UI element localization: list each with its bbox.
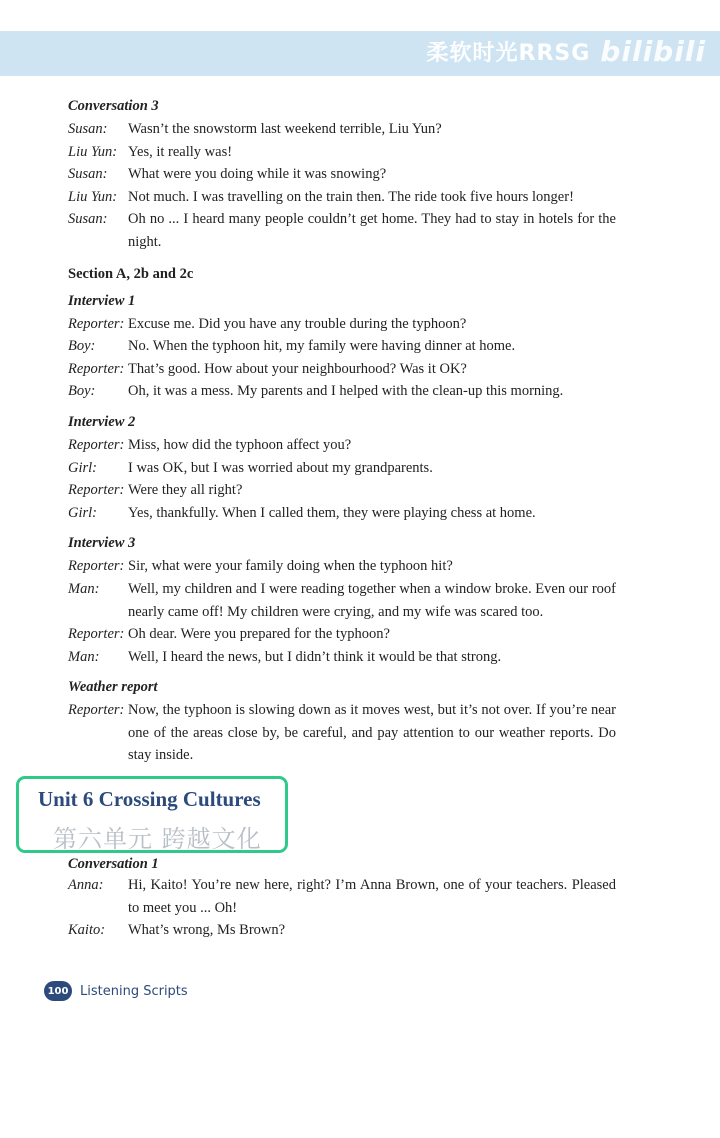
speech-text: Yes, it really was! xyxy=(128,143,233,160)
speech-text: What’s wrong, Ms Brown? xyxy=(128,922,286,939)
dialogue-line xyxy=(68,186,616,209)
speech-text: Oh, it was a mess. My parents and I helped with the clean-up this morning. xyxy=(128,383,564,400)
page-footer xyxy=(44,981,188,1001)
speaker-name: Susan: xyxy=(68,166,108,183)
page-number: 100 xyxy=(44,981,72,1001)
dialogue-line xyxy=(68,358,616,381)
unit-subtitle-cn: 第六单元 跨越文化 xyxy=(53,825,262,853)
block-title: Interview 2 xyxy=(68,413,136,430)
speech-text: That’s good. How about your neighbourhood? Was it OK? xyxy=(128,360,467,377)
speech-text: Were they all right? xyxy=(128,482,243,499)
speaker-name: Boy: xyxy=(68,338,96,355)
dialogue-line xyxy=(68,141,616,164)
speaker-name: Reporter: xyxy=(68,702,125,719)
section-heading: Section A, 2b and 2c xyxy=(68,265,194,282)
speech-text: Not much. I was travelling on the train then. The ride took five hours longer! xyxy=(128,188,574,205)
block-title: Interview 3 xyxy=(68,535,136,552)
speaker-name: Girl: xyxy=(68,459,97,476)
speech-text: Now, the typhoon is slowing down as it moves west, but it’s not over. If you’re near one of the areas close by, be careful, and pay attention to our weather reports. Do stay inside. xyxy=(128,702,616,764)
script-body xyxy=(68,95,616,767)
dialogue-line xyxy=(68,578,616,623)
speaker-name: Reporter: xyxy=(68,626,125,643)
speech-text: Wasn’t the snowstorm last weekend terrible, Liu Yun? xyxy=(128,121,442,137)
speaker-name: Susan: xyxy=(68,121,108,137)
block-title: Conversation 3 xyxy=(68,98,159,114)
bilibili-logo-icon: bilibili xyxy=(600,34,706,68)
speaker-name: Man: xyxy=(68,648,100,665)
dialogue-line xyxy=(68,919,616,942)
dialogue-line xyxy=(68,313,616,336)
spacer xyxy=(68,524,616,532)
dialogue-line xyxy=(68,874,616,919)
speech-text: Sir, what were your family doing when the typhoon hit? xyxy=(128,558,453,575)
watermark xyxy=(427,33,706,69)
speaker-name: Susan: xyxy=(68,211,108,228)
dialogue-line xyxy=(68,623,616,646)
footer-label: Listening Scripts xyxy=(80,983,188,999)
conversation-1-body xyxy=(68,874,616,942)
unit-title: Unit 6 Crossing Cultures xyxy=(38,787,261,811)
dialogue-line xyxy=(68,555,616,578)
speech-text: I was OK, but I was worried about my grandparents. xyxy=(128,459,433,476)
speaker-name: Liu Yun: xyxy=(68,143,118,160)
speech-text: Yes, thankfully. When I called them, they were playing chess at home. xyxy=(128,504,536,521)
watermark-text: 柔软时光RRSG xyxy=(426,40,591,66)
speech-text: Oh dear. Were you prepared for the typhoon? xyxy=(128,626,390,643)
speaker-name: Reporter: xyxy=(68,558,125,575)
dialogue-line xyxy=(68,434,616,457)
speaker-name: Liu Yun: xyxy=(68,188,118,205)
conversation-1-title: Conversation 1 xyxy=(68,856,159,872)
speech-text: Oh no ... I heard many people couldn’t get home. They had to stay in hotels for the night. xyxy=(128,211,616,250)
speech-text: What were you doing while it was snowing? xyxy=(128,166,387,183)
speech-text: Miss, how did the typhoon affect you? xyxy=(128,436,352,453)
speaker-name: Reporter: xyxy=(68,436,125,453)
dialogue-line xyxy=(68,118,616,141)
spacer xyxy=(68,403,616,411)
speaker-name: Reporter: xyxy=(68,482,125,499)
unit-heading-box xyxy=(16,776,288,853)
speech-text: Well, I heard the news, but I didn’t think it would be that strong. xyxy=(128,648,502,665)
dialogue-line xyxy=(68,163,616,186)
dialogue-line xyxy=(68,380,616,403)
block-title: Weather report xyxy=(68,679,158,696)
dialogue-line xyxy=(68,208,616,253)
speech-text: Well, my children and I were reading together when a window broke. Even our roof nearly came off! My children were crying, and my wife was scared too. xyxy=(128,580,616,620)
speaker-name: Girl: xyxy=(68,504,97,521)
dialogue-line xyxy=(68,457,616,480)
dialogue-line xyxy=(68,479,616,502)
speaker-name: Anna: xyxy=(68,877,104,893)
speaker-name: Reporter: xyxy=(68,360,125,377)
speaker-name: Man: xyxy=(68,580,100,597)
speaker-name: Reporter: xyxy=(68,315,125,332)
spacer xyxy=(68,668,616,676)
speech-text: Hi, Kaito! You’re new here, right? I’m Anna Brown, one of your teachers. Pleased to meet you ... Oh! xyxy=(128,877,616,916)
dialogue-line xyxy=(68,646,616,669)
speech-text: Excuse me. Did you have any trouble during the typhoon? xyxy=(128,315,467,332)
speech-text: No. When the typhoon hit, my family were having dinner at home. xyxy=(128,338,516,355)
speaker-name: Boy: xyxy=(68,383,96,400)
dialogue-line xyxy=(68,699,616,767)
dialogue-line xyxy=(68,502,616,525)
block-title: Interview 1 xyxy=(68,292,136,309)
speaker-name: Kaito: xyxy=(68,922,106,939)
dialogue-line xyxy=(68,335,616,358)
